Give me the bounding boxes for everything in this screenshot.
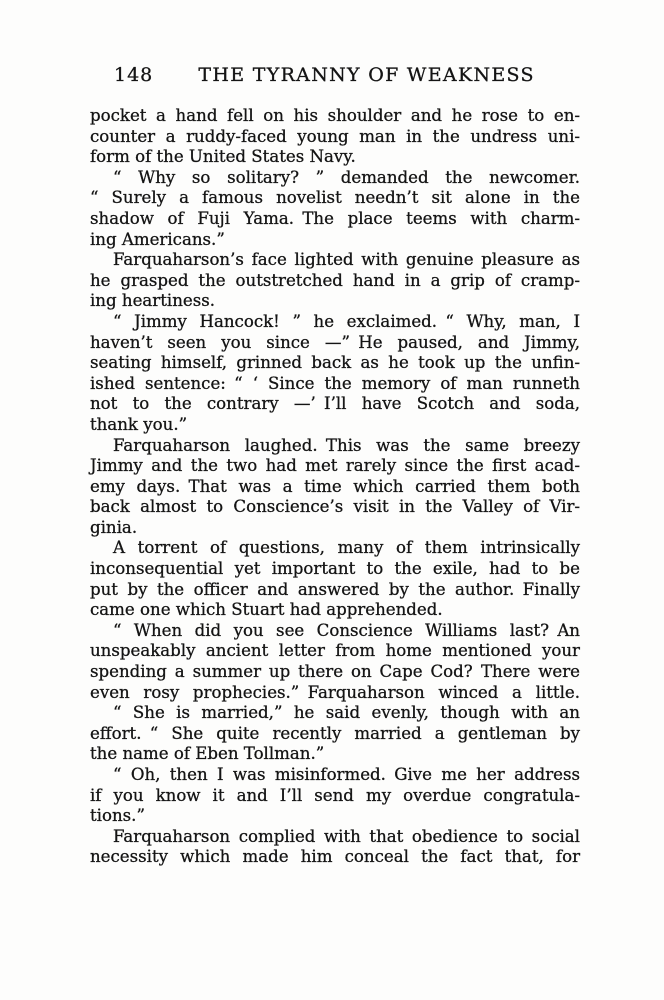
text-line: counter a ruddy-faced young man in the undress uni-	[90, 126, 580, 146]
text-line: emy days. That was a time which carried them both	[90, 476, 580, 496]
text-block	[90, 106, 580, 868]
text-line: “ Jimmy Hancock! ” he exclaimed. “ Why, man, I	[113, 311, 580, 331]
paragraph	[90, 312, 580, 436]
text-line: “ Oh, then I was misinformed. Give me her address	[113, 765, 580, 784]
text-line: he grasped the outstretched hand in a grip of cramp-	[90, 270, 580, 290]
text-line: ished sentence: “ ‘ Since the memory of man runneth	[90, 373, 580, 393]
text-line: ing Americans.”	[90, 229, 225, 249]
paragraph	[90, 250, 580, 312]
text-line: “ When did you see Conscience Williams last? An	[113, 620, 580, 640]
text-line: unspeakably ancient letter from home mentioned your	[90, 641, 580, 661]
paragraph	[90, 538, 580, 620]
paragraph	[90, 106, 580, 168]
text-line: form of the United States Navy.	[90, 147, 356, 167]
text-line: Farquaharson’s face lighted with genuine pleasure as	[113, 250, 580, 270]
text-line: haven’t seen you since —” He paused, and Jimmy,	[90, 332, 580, 352]
text-line: if you know it and I’ll send my overdue congratula-	[90, 785, 580, 805]
paragraph	[90, 765, 580, 827]
text-line: A torrent of questions, many of them intrinsically	[113, 538, 580, 558]
text-line: ing heartiness.	[90, 291, 216, 311]
text-line: came one which Stuart had apprehended.	[90, 600, 443, 620]
text-line: inconsequential yet important to the exile, had to be	[90, 559, 580, 579]
text-line: back almost to Conscience’s visit in the Valley of Vir-	[90, 497, 580, 517]
paragraph	[90, 168, 580, 250]
paragraph	[90, 621, 580, 703]
text-line: necessity which made him conceal the fact that, for	[90, 847, 580, 867]
text-line: seating himself, grinned back as he took up the unfin-	[90, 353, 580, 373]
text-line: “ Surely a famous novelist needn’t sit alone in the	[90, 188, 580, 208]
text-line: ginia.	[90, 517, 138, 537]
text-line: not to the contrary —’ I’ll have Scotch and soda,	[90, 394, 580, 414]
text-line: shadow of Fuji Yama. The place teems with charm-	[90, 208, 580, 228]
text-line: even rosy prophecies.” Farquaharson winced a little.	[90, 682, 580, 702]
text-line: Jimmy and the two had met rarely since the first acad-	[90, 456, 580, 476]
paragraph	[90, 827, 580, 868]
text-line: “ She is married,” he said evenly, though with an	[113, 703, 580, 723]
page-number: 148	[114, 64, 154, 86]
header-title: THE TYRANNY OF WEAKNESS	[198, 64, 535, 86]
paragraph	[90, 703, 580, 765]
text-line: put by the officer and answered by the author. Finally	[90, 579, 580, 599]
paragraph	[90, 436, 580, 539]
running-head	[90, 64, 580, 86]
text-line: spending a summer up there on Cape Cod? There were	[90, 662, 580, 682]
text-line: Farquaharson complied with that obedience to social	[113, 826, 580, 846]
text-line: tions.”	[90, 806, 145, 826]
text-line: “ Why so solitary? ” demanded the newcomer.	[113, 167, 580, 187]
text-line: pocket a hand fell on his shoulder and he rose to en-	[90, 106, 580, 125]
text-line: the name of Eben Tollman.”	[90, 744, 325, 764]
text-line: Farquaharson laughed. This was the same breezy	[113, 435, 580, 455]
text-line: effort. “ She quite recently married a gentleman by	[90, 723, 580, 743]
text-line: thank you.”	[90, 414, 188, 434]
